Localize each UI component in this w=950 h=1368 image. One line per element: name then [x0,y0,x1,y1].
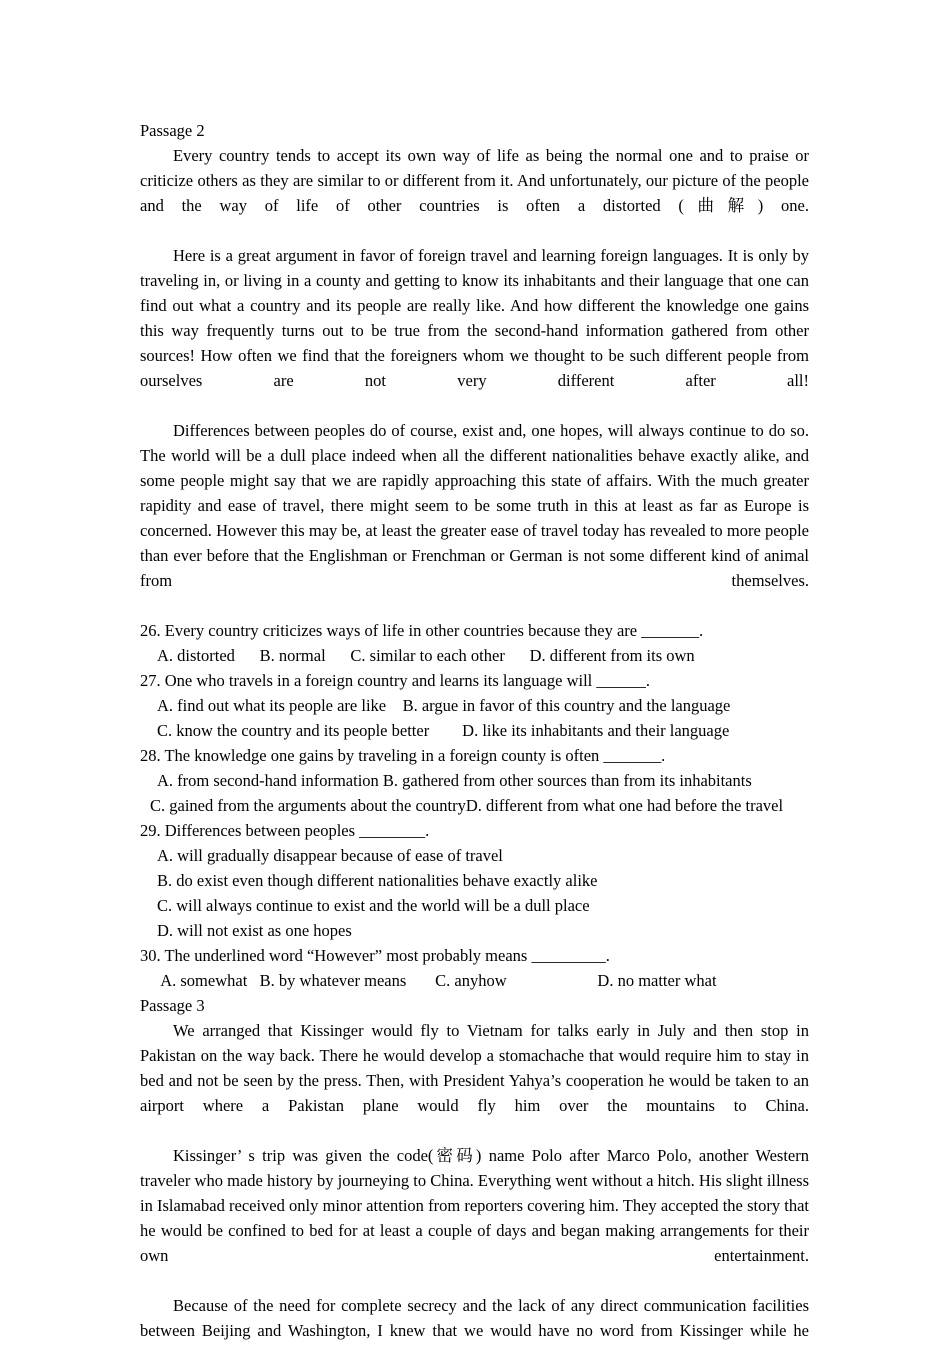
question-29-stem: 29. Differences between peoples ________. [140,821,430,840]
document-body [140,118,809,1368]
question-29-option-a[interactable]: A. will gradually disappear because of ease of travel [157,846,503,865]
question-28-stem: 28. The knowledge one gains by traveling in a foreign county is often _______. [140,746,666,765]
question-30-stem: 30. The underlined word “However” most probably means _________. [140,946,610,965]
question-30-options-line-1[interactable]: A. somewhat B. by whatever means C. anyhow D. no matter what [157,971,717,990]
passage-2-heading: Passage 2 [140,121,205,140]
question-29-option-b[interactable]: B. do exist even though different nationalities behave exactly alike [157,871,598,890]
question-29-option-c[interactable]: C. will always continue to exist and the world will be a dull place [157,896,590,915]
question-26-options-line-1[interactable]: A. distorted B. normal C. similar to each other D. different from its own [157,646,695,665]
question-28-options-line-1[interactable]: A. from second-hand information B. gathered from other sources than from its inhabitants [157,771,752,790]
question-26-stem: 26. Every country criticizes ways of life in other countries because they are _______. [140,621,704,640]
passage-2-paragraph-3: Differences between peoples do of course, exist and, one hopes, will always continue to do so. The world will be a dull place indeed when all the different nationalities behave exactly alike, and some people might say that we are rapidly approaching this state of affairs. With the much greater rapidity and ease of travel, there might seem to be some truth in this at least as far as Europe is concerned. However this may be, at least the greater ease of travel today has revealed to more people than ever before that the Englishman or Frenchman or German is not some different kind of animal from themselves. [140,421,809,590]
question-29-option-d[interactable]: D. will not exist as one hopes [157,921,352,940]
passage-3-paragraph-1: We arranged that Kissinger would fly to Vietnam for talks early in July and then stop in Pakistan on the way back. There he would develop a stomachache that would require him to stay in bed and not be seen by the press. Then, with President Yahya’s cooperation he would be taken to an airport where a Pakistan plane would fly him over the mountains to China. [140,1021,809,1115]
question-27-stem: 27. One who travels in a foreign country and learns its language will ______. [140,671,651,690]
passage-3-paragraph-3: Because of the need for complete secrecy and the lack of any direct communication facilities between Beijing and Washington, I knew that we would have no word from Kissinger while he [140,1296,809,1340]
passage-2-paragraph-2: Here is a great argument in favor of foreign travel and learning foreign languages. It is only by traveling in, or living in a county and getting to know its inhabitants and their language that one can find out what a country and its people are really like. And how different the knowledge one gains this way frequently turns out to be true from the second-hand information gathered from other sources! How often we find that the foreigners whom we thought to be such different people from ourselves are not very different after all! [140,246,809,390]
question-27-options-line-1[interactable]: A. find out what its people are like B. argue in favor of this country and the language [157,696,731,715]
passage-3-paragraph-2: Kissinger’ s trip was given the code(密码) name Polo after Marco Polo, another Western traveler who made history by journeying to China. Everything went without a hitch. His slight illness in Islamabad received only minor attention from reporters covering him. They accepted the story that he would be confined to bed for at least a couple of days and began making arrangements for their own entertainment. [140,1146,809,1265]
question-28-options-line-2[interactable]: C. gained from the arguments about the countryD. different from what one had before the travel [150,796,784,815]
passage-3-heading: Passage 3 [140,996,205,1015]
question-27-options-line-2[interactable]: C. know the country and its people better D. like its inhabitants and their language [157,721,730,740]
passage-2-paragraph-1: Every country tends to accept its own way of life as being the normal one and to praise or criticize others as they are similar to or different from it. And unfortunately, our picture of the people and the way of life of other countries is often a distorted (曲解) one. [140,146,809,215]
